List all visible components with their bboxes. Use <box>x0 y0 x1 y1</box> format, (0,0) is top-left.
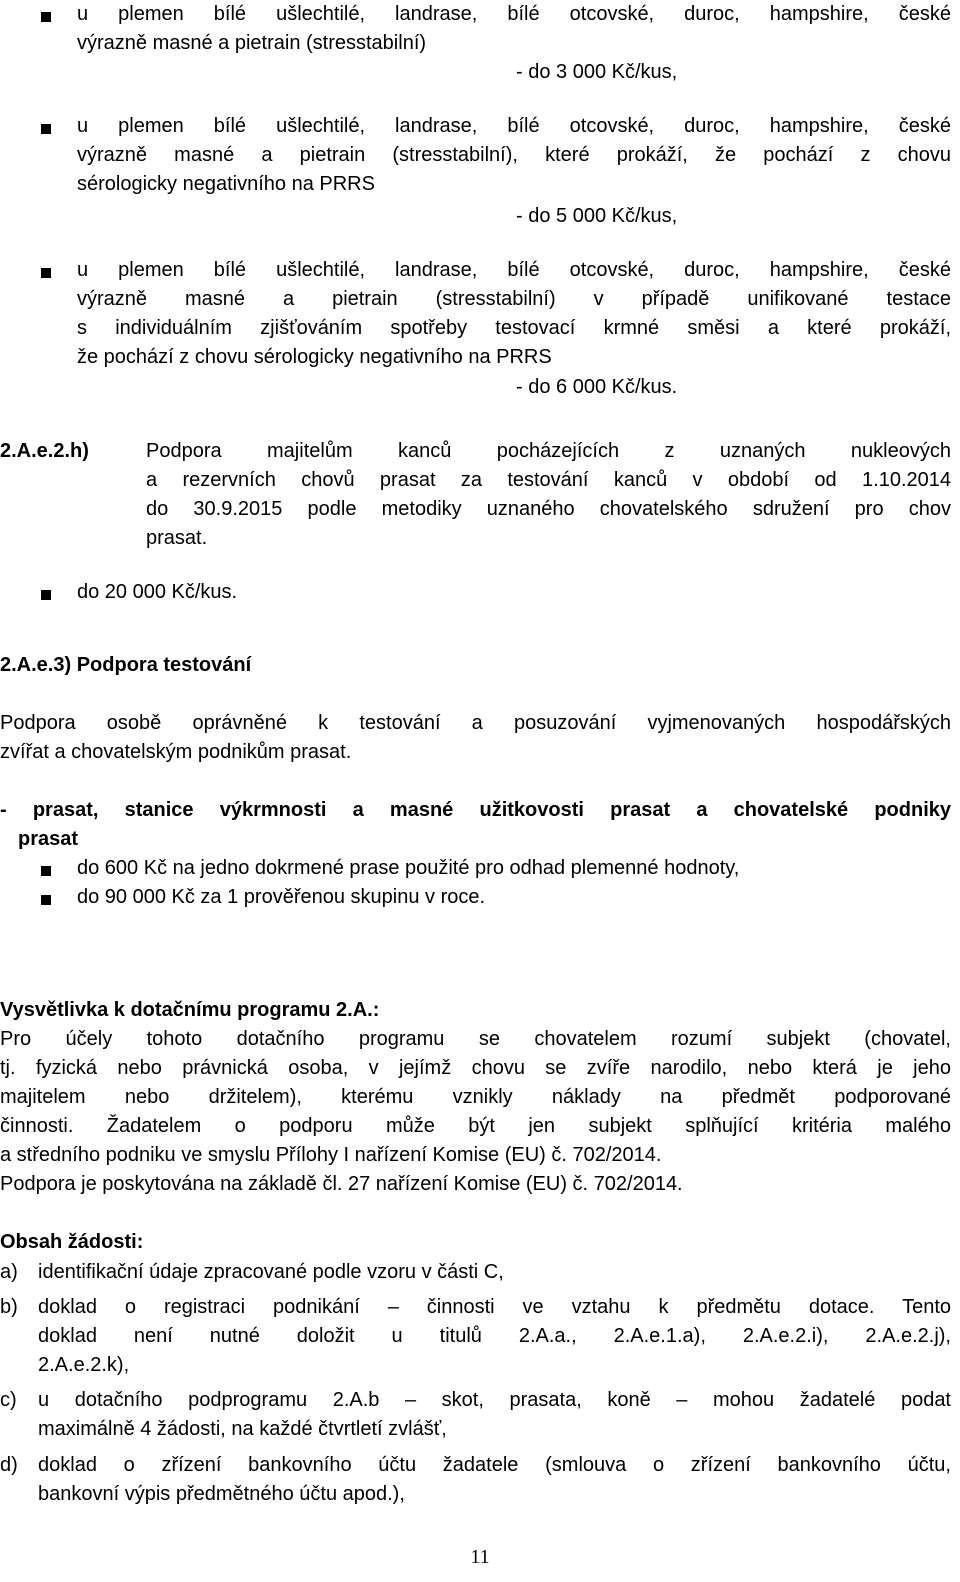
list-item-line: že pochází z chovu sérologicky negativního na PRRS <box>77 346 552 368</box>
amount-text: - do 6 000 Kč/kus. <box>516 376 678 398</box>
list-item-line: s individuálním zjišťováním spotřeby testovací krmné směsi a které prokáží, <box>77 317 951 339</box>
application-heading: Obsah žádosti: <box>0 1231 144 1253</box>
page-number: 11 <box>470 1546 490 1568</box>
explanation-line: Pro účely tohoto dotačního programu se chovatelem rozumí subjekt (chovatel, <box>0 1028 951 1050</box>
list-item-text <box>77 112 951 199</box>
list-item-line: u plemen bílé ušlechtilé, landrase, bílé otcovské, duroc, hampshire, české <box>77 3 951 25</box>
section-3-subhead <box>0 796 951 854</box>
bullet-square-icon <box>41 124 51 134</box>
list-item-text <box>77 256 951 372</box>
list-item-line: výrazně masné a pietrain (stresstabilní) <box>77 32 427 54</box>
application-item-line: bankovní výpis předmětného účtu apod.), <box>38 1483 405 1505</box>
bullet-square-icon <box>41 866 51 876</box>
application-item-text <box>38 1258 951 1287</box>
amount-text: - do 5 000 Kč/kus, <box>516 205 678 227</box>
application-item-text <box>38 1451 951 1509</box>
section-h-bullet: do 20 000 Kč/kus. <box>77 581 238 603</box>
application-item-line: doklad o zřízení bankovního účtu žadatele (smlouva o zřízení bankovního účtu, <box>38 1454 951 1476</box>
intro-line: Podpora osobě oprávněné k testování a posuzování vyjmenovaných hospodářských <box>0 712 951 734</box>
application-item-line: u dotačního podprogramu 2.A.b – skot, prasata, koně – mohou žadatelé podat <box>38 1389 951 1411</box>
amount-text: - do 3 000 Kč/kus, <box>516 61 678 83</box>
explanation-line: a středního podniku ve smyslu Přílohy I nařízení Komise (EU) č. 702/2014. <box>0 1144 662 1166</box>
list-item-line: výrazně masné a pietrain (stresstabilní) v případě unifikované testace <box>77 288 951 310</box>
section-h-line: do 30.9.2015 podle metodiky uznaného chovatelského sdružení pro chov <box>146 498 951 520</box>
application-item-line: doklad není nutné doložit u titulů 2.A.a., 2.A.e.1.a), 2.A.e.2.i), 2.A.e.2.j), <box>38 1325 951 1347</box>
application-item-marker: a) <box>0 1261 18 1283</box>
section-heading: 2.A.e.3) Podpora testování <box>0 654 252 676</box>
explanation-text <box>0 1025 951 1199</box>
bullet-square-icon <box>41 268 51 278</box>
bullet-square-icon <box>41 590 51 600</box>
section-3-bullet: do 90 000 Kč za 1 prověřenou skupinu v roce. <box>77 886 486 908</box>
application-item-line: maximálně 4 žádosti, na každé čtvrtletí zvlášť, <box>38 1418 447 1440</box>
section-3-bullet: do 600 Kč na jedno dokrmené prase použité pro odhad plemenné hodnoty, <box>77 857 740 879</box>
section-h-line: Podpora majitelům kanců pocházejících z uznaných nukleových <box>146 440 951 462</box>
application-item-marker: b) <box>0 1296 18 1318</box>
list-item-line: u plemen bílé ušlechtilé, landrase, bílé otcovské, duroc, hampshire, české <box>77 115 951 137</box>
section-h-line: prasat. <box>146 527 208 549</box>
list-item-text <box>77 0 951 58</box>
explanation-line: tj. fyzická nebo právnická osoba, v jejímž chovu se zvíře narodilo, nebo která je jeho <box>0 1057 951 1079</box>
bullet-square-icon <box>41 895 51 905</box>
subhead-line: prasat <box>18 828 79 850</box>
section-code: 2.A.e.2.h) <box>0 440 89 462</box>
application-item-line: doklad o registraci podnikání – činnosti ve vztahu k předmětu dotace. Tento <box>38 1296 951 1318</box>
bullet-square-icon <box>41 12 51 22</box>
explanation-line: Podpora je poskytována na základě čl. 27 nařízení Komise (EU) č. 702/2014. <box>0 1173 683 1195</box>
application-item-marker: d) <box>0 1454 18 1476</box>
explanation-line: majitelem nebo držitelem), kterému vznikly náklady na předmět podporované <box>0 1086 951 1108</box>
section-h-text <box>146 437 951 553</box>
section-3-intro <box>0 709 951 767</box>
application-item-line: 2.A.e.2.k), <box>38 1354 130 1376</box>
list-item-line: výrazně masné a pietrain (stresstabilní), které prokáží, že pochází z chovu <box>77 144 951 166</box>
list-item-line: u plemen bílé ušlechtilé, landrase, bílé otcovské, duroc, hampshire, české <box>77 259 951 281</box>
list-item-line: sérologicky negativního na PRRS <box>77 173 375 195</box>
explanation-heading: Vysvětlivka k dotačnímu programu 2.A.: <box>0 999 380 1021</box>
subhead-line: - prasat, stanice výkrmnosti a masné užitkovosti prasat a chovatelské podniky <box>0 799 951 821</box>
intro-line: zvířat a chovatelským podnikům prasat. <box>0 741 352 763</box>
section-h-line: a rezervních chovů prasat za testování kanců v období od 1.10.2014 <box>146 469 951 491</box>
explanation-line: činnosti. Žadatelem o podporu může být jen subjekt splňující kritéria malého <box>0 1115 951 1137</box>
application-item-text <box>38 1293 951 1380</box>
application-item-marker: c) <box>0 1389 17 1411</box>
application-item-line: identifikační údaje zpracované podle vzoru v části C, <box>38 1261 504 1283</box>
application-item-text <box>38 1386 951 1444</box>
